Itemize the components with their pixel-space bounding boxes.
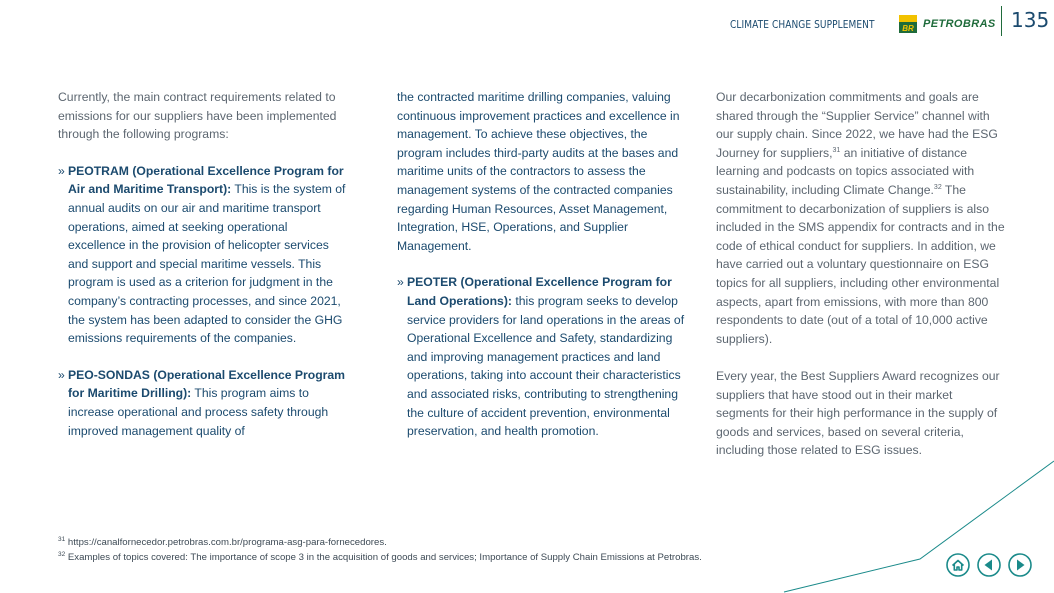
column-3 [716, 88, 1006, 460]
program-title: PEOTER (Operational Excellence Program for Land Operations): [407, 275, 672, 308]
bullet-marker-icon: » [58, 163, 65, 178]
previous-page-button[interactable] [977, 553, 1001, 577]
footnote-ref-32[interactable]: 32 [933, 183, 942, 191]
logo-mark: BR [902, 24, 914, 33]
program-title: PEOTRAM (Operational Excellence Program for Air and Maritime Transport): [68, 163, 344, 197]
program-peoter [397, 273, 687, 440]
column-2 [397, 88, 687, 441]
bullet-marker-icon: » [58, 367, 65, 382]
paragraph-text: an initiative of distance learning and podcasts on topics associated with sustainability, including Climate Change. [716, 145, 975, 197]
home-button[interactable] [946, 553, 970, 577]
footnote-number: 32 [58, 550, 66, 558]
award-paragraph: Every year, the Best Suppliers Award recognizes our suppliers that have stood out in their market segments for their high performance in the supply of goods and services, based on several criteria, including those related to ESG issues. [716, 368, 1000, 458]
footnote-ref-31[interactable]: 31 [832, 146, 841, 154]
footnotes [58, 535, 702, 565]
column-1 [58, 88, 348, 440]
program-peo-sondas [58, 366, 348, 440]
header-divider [1001, 6, 1002, 36]
program-description: This program aims to increase operational and process safety through improved management quality of [68, 386, 329, 438]
footnote-32 [58, 550, 702, 565]
footnote-31 [58, 535, 702, 550]
arrow-left-icon [985, 560, 993, 571]
running-header: CLIMATE CHANGE SUPPLEMENT [730, 18, 875, 31]
logo-wordmark: PETROBRAS [923, 18, 996, 30]
decarbonization-paragraph [716, 88, 1006, 348]
footnote-text: Examples of topics covered: The importance of scope 3 in the acquisition of goods and services; Importance of Supply Chain Emissions at Petrobras. [65, 552, 702, 563]
footnote-number: 31 [58, 535, 66, 543]
petrobras-logo [899, 15, 995, 35]
next-page-button[interactable] [1008, 553, 1032, 577]
home-icon [953, 561, 964, 571]
program-title: PEO-SONDAS (Operational Excellence Program for Maritime Drilling): [68, 367, 346, 401]
program-description: this program seeks to develop service providers for land operations in the areas of Operational Excellence and Safety, standardizing and improving management practices and land operations, taking into account their characteristics and associated risks, contributing to strengthening the culture of accident prevention, environmental preservation, and health promotion. [407, 293, 685, 439]
page-number: 135 [1011, 8, 1050, 32]
intro-paragraph: Currently, the main contract requirements related to emissions for our suppliers have been implemented through the following programs: [58, 90, 337, 142]
br-logo-icon [899, 15, 917, 33]
program-peo-sondas-continued: the contracted maritime drilling companies, valuing continuous improvement practices and excellence in management. To achieve these objectives, the program includes third-party audits at the bases and maritime units of the contractors to assess the management systems of the contracted companies regarding Human Resources, Asset Management, Integration, HSE, Operations, and Supplier Management. [397, 90, 680, 253]
footnote-link[interactable]: https://canalfornecedor.petrobras.com.br/programa-asg-para-fornecedores. [65, 537, 387, 548]
paragraph-text: The commitment to decarbonization of suppliers is also included in the SMS appendix for contracts and in the code of ethical conduct for suppliers. In addition, we have carried out a voluntary questionnaire on ESG topics for all suppliers, including other environmental aspects, apart from emissions, with more than 800 respondents to date (out of a total of 10,000 active suppliers). [716, 182, 1005, 346]
program-peotram [58, 162, 348, 348]
arrow-right-icon [1017, 560, 1025, 571]
bullet-marker-icon: » [397, 275, 404, 290]
paragraph-text: Our decarbonization commitments and goals are shared through the “Supplier Service” channel with our supply chain. Since 2022, we have had the ESG Journey for suppliers, [716, 90, 998, 160]
program-description: This is the system of annual audits on our air and maritime transport operations, aimed at seeking operational excellence in the provision of helicopter services and support and special maritime vessels. This program is used as a criterion for judgment in the company’s contracting processes, and since 2021, the system has been adapted to consider the GHG emissions requirements of the companies. [68, 182, 346, 346]
